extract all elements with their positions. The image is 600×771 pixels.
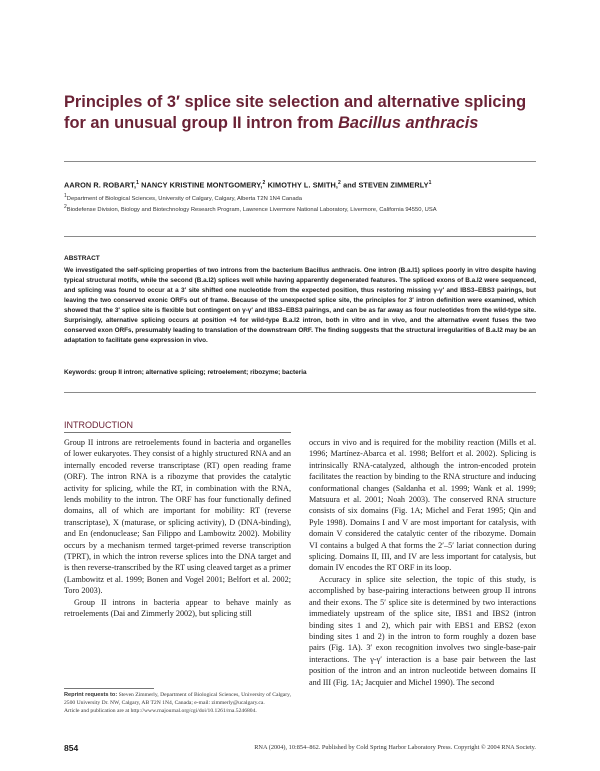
title-species: Bacillus anthracis (338, 113, 479, 132)
reprint-text: Steven Zimmerly, Department of Biological Sciences, University of Calgary, 2500 University Dr. NW, Calgary, AB T2N 1N4, Canada; e-mail: zimmerly@ucalgary.ca. (64, 692, 291, 706)
article-note: Article and publication are at http://www.rnajournal.org/cgi/doi/10.1261/rna.5246804. (64, 707, 257, 714)
author-3: KIMOTHY L. SMITH, (265, 180, 339, 190)
title-rule (64, 161, 536, 162)
affiliation-1 (64, 192, 444, 203)
author-2-sup: 2 (262, 180, 266, 186)
abstract-heading: ABSTRACT (64, 255, 100, 262)
abstract-bottom-rule (64, 392, 536, 393)
affiliations (64, 192, 444, 214)
author-4-sup: 1 (428, 180, 432, 186)
author-4: and STEVEN ZIMMERLY (340, 180, 429, 190)
title-line-2-text: for an unusual group II intron from (64, 113, 339, 132)
author-2: NANCY KRISTINE MONTGOMERY, (139, 180, 263, 190)
introduction-heading: INTRODUCTION (64, 420, 133, 430)
keywords: Keywords: group II intron; alternative splicing; retroelement; ribozyme; bacteria (64, 369, 307, 376)
running-footer: RNA (2004), 10:854–862. Published by Cold Spring Harbor Laboratory Press. Copyright © 2004 RNA Society. (254, 744, 536, 751)
affiliation-1-text: Department of Biological Sciences, University of Calgary, Calgary, Alberta T2N 1N4 Canada (66, 195, 302, 202)
intro-paragraph-2: Group II introns in bacteria appear to behave mainly as retroelements (Dai and Zimmerly 2002), but splicing still (64, 597, 291, 619)
author-1-sup: 1 (136, 180, 140, 186)
introduction-rule (64, 432, 291, 433)
author-3-sup: 2 (338, 180, 341, 186)
affiliation-2-text: Biodefense Division, Biology and Biotechnology Research Program, Lawrence Livermore National Laboratory, Livermore, California 94550, USA (66, 207, 437, 214)
intro-paragraph-4: Accuracy in splice site selection, the topic of this study, is accomplished by base-pairing interactions between group II introns and their exons. The 5′ splice site is determined by two interactions immediately upstream of the splice site, IBS1 and IBS2 (intron binding sites 1 and 2), which pair with EBS1 and EBS2 (exon binding sites 1 and 2) in the intron to form roughly a dozen base pairs (Fig. 1A). 3′ exon recognition involves two single-base-pair interactions. The γ-γ′ interaction is a base pair between the last position of the intron and an intron nucleotide between domains II and III (Fig. 1A; Jacquier and Michel 1990). The second (309, 574, 536, 687)
intro-paragraph-3: occurs in vivo and is required for the mobility reaction (Mills et al. 1996; Martínez-Abarca et al. 1998; Belfort et al. 2002). Splicing is intrinsically RNA-catalyzed, although the intron-encoded protein facilitates the reaction by binding to the RNA structure and inducing conformational changes (Saldanha et al. 1999; Wank et al. 1999; Matsuura et al. 2001; Noah 2003). The conserved RNA structure consists of six domains (Fig. 1A; Michel and Ferat 1995; Qin and Pyle 1998). Domains I and V are most important for catalysis, with domain V considered the catalytic center of the ribozyme. Domain VI contains a bulged A that forms the 2′–5′ lariat connection during splicing. Domains II, III, and IV are less important for catalysis, but domain IV encodes the RT ORF in its loop. (309, 438, 536, 573)
affiliation-2-sup: 2 (64, 204, 67, 211)
intro-paragraph-1: Group II introns are retroelements found in bacteria and organelles of lower eukaryotes. They consist of a highly structured RNA and an internally encoded reverse transcriptase (RT) open reading frame (ORF). The intron RNA is a ribozyme that provides the catalytic activity for splicing, while the RT, in combination with the RNA, lends mobility to the intron. The ORF has four functionally defined domains, all of which are important for mobility: RT (reverse transcriptase), X (maturase, or splicing activity), D (DNA-binding), and En (endonuclease; San Filippo and Lambowitz 2002). Mobility occurs by a mechanism termed target-primed reverse transcription (TPRT), in which the intron reverse splices into the DNA target and is then reverse-transcribed by the RT using cleaved target as a primer (Lambowitz et al. 1999; Bonen and Vogel 2001; Belfort et al. 2002; Toro 2003). (64, 438, 291, 596)
footnote (64, 692, 291, 715)
affiliation-1-sup: 1 (64, 193, 67, 199)
title-line-1: Principles of 3′ splice site selection and alternative splicing (64, 93, 527, 111)
reprint-note (64, 692, 291, 708)
reprint-label: Reprint requests to: (64, 692, 118, 698)
article-title (64, 92, 544, 133)
page-number: 854 (64, 743, 79, 753)
abstract-text: We investigated the self-splicing properties of two introns from the bacterium Bacillus anthracis. One intron (B.a.I1) splices poorly in vitro despite having typical structural motifs, while the second (B.a.I2) splices well while having apparently degenerated features. The spliced exons of B.a.I2 were sequenced, and splicing was found to occur at a 3′ site shifted one nucleotide from the expected position, thus restoring missing γ-γ′ and IBS3–EBS3 pairings, but leaving the two conserved exonic ORFs out of frame. Because of the unexpected splice site, the principles for 3′ intron definition were examined, which showed that the 3′ splice site is flexible but contingent on γ-γ′ and IBS3–EBS3 pairings, and can be as far away as four nucleotides from the wild-type site. Surprisingly, alternative splicing occurs at position +4 for wild-type B.a.I2 intron, both in vitro and in vivo, and the alternative event fuses the two conserved exon ORFs, presumably leading to translation of the downstream ORF. The finding suggests that the structural irregularities of B.a.I2 may be an adaptation to facilitate gene expression in vivo. (64, 267, 536, 344)
affiliation-2 (64, 203, 444, 214)
author-list (64, 180, 554, 189)
left-column (64, 437, 291, 620)
right-column (309, 437, 536, 688)
author-1: AARON R. ROBART, (64, 180, 137, 190)
title-line-2 (64, 113, 544, 134)
footnote-rule (64, 688, 154, 689)
abstract-top-rule (64, 236, 536, 237)
